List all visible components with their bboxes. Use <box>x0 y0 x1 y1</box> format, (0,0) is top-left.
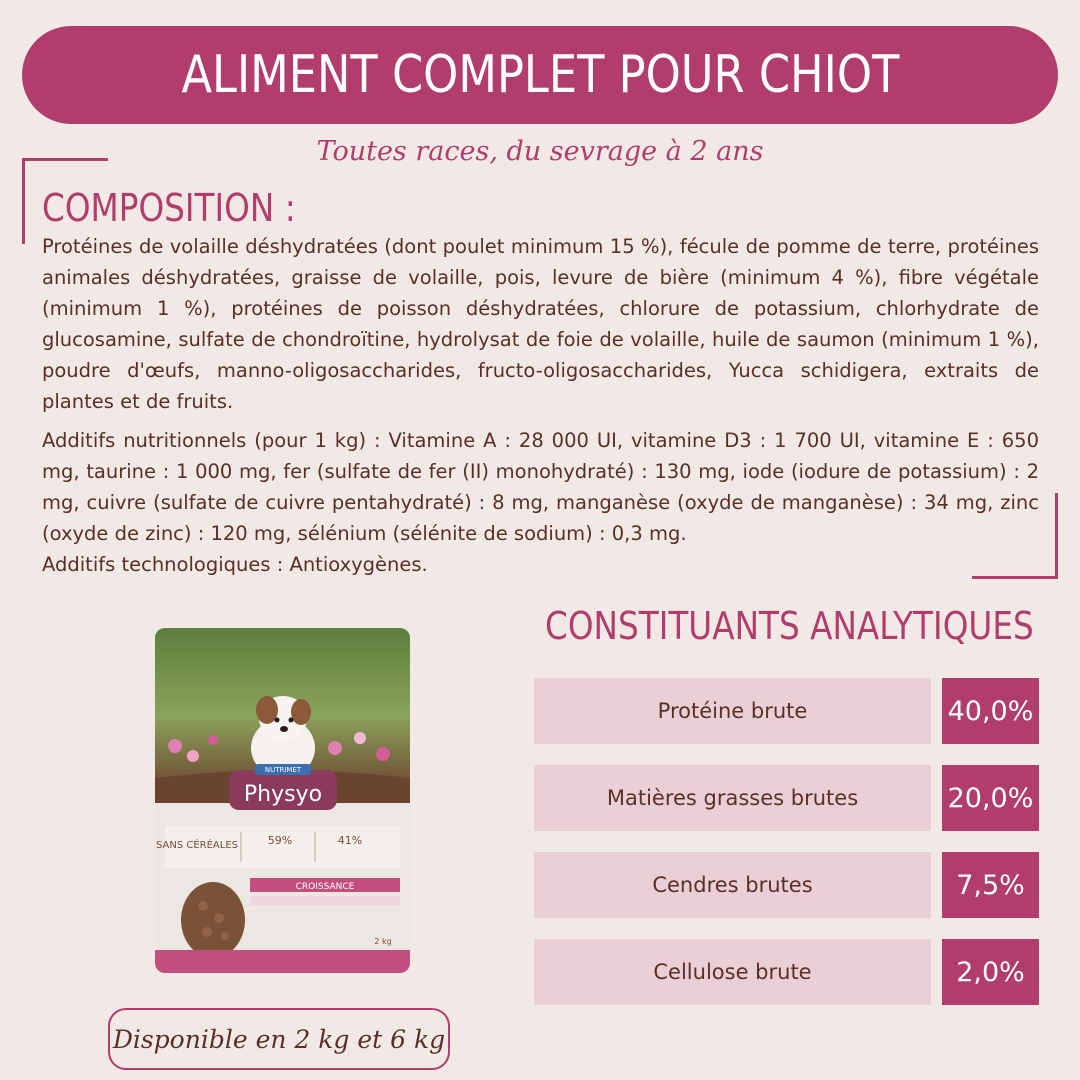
constituent-row <box>534 678 1039 744</box>
corner-bracket-top-left-vertical <box>22 158 25 244</box>
constituent-row <box>534 939 1039 1005</box>
constituent-label: Protéine brute <box>534 678 931 744</box>
package-stat-1: 59% <box>267 834 293 847</box>
package-stat-2: 41% <box>337 834 363 847</box>
technological-additives-paragraph: Additifs technologiques : Antioxygènes. <box>42 553 428 576</box>
constituent-label: Matières grasses brutes <box>534 765 931 831</box>
product-package-image <box>155 628 410 973</box>
constituent-value: 20,0% <box>942 765 1039 831</box>
ingredients-paragraph: Protéines de volaille déshydratées (dont poulet minimum 15 %), fécule de pomme de terre, protéines animales déshydratées, graisse de volaille, pois, levure de bière (minimum 4 %), fibre végétale (minimum 1 %), protéines de poisson déshydratées, chlorure de potassium, chlorhydrate de glucosamine, sulfate de chondroïtine, hydrolysat de foie de volaille, huile de saumon (minimum 1 %), poudre d'œufs, manno-oligosaccharides, fructo-oligosaccharides, Yucca schidigera, extraits de plantes et de fruits. <box>42 235 1039 413</box>
page-subtitle: Toutes races, du sevrage à 2 ans <box>316 136 764 167</box>
package-brand-small: NUTRIMET <box>264 766 302 774</box>
page-title: ALIMENT COMPLET POUR CHIOT <box>181 45 899 105</box>
constituent-value: 40,0% <box>942 678 1039 744</box>
composition-text <box>42 231 1039 580</box>
constituent-label: Cendres brutes <box>534 852 931 918</box>
constituent-row <box>534 852 1039 918</box>
composition-heading: COMPOSITION : <box>42 186 296 230</box>
package-weight: 2 kg <box>374 937 392 946</box>
product-package-illustration <box>155 628 410 973</box>
corner-bracket-top-left <box>22 158 108 161</box>
package-sans-cereales: SANS CÉRÉALES <box>155 840 239 851</box>
package-range: CROISSANCE <box>295 882 355 892</box>
title-banner <box>22 26 1058 124</box>
constituent-label: Cellulose brute <box>534 939 931 1005</box>
constituent-value: 2,0% <box>942 939 1039 1005</box>
corner-bracket-bottom-right-vertical <box>1055 493 1058 579</box>
constituent-row <box>534 765 1039 831</box>
constituents-heading: CONSTITUANTS ANALYTIQUES <box>545 604 1034 648</box>
nutritional-additives-paragraph: Additifs nutritionnels (pour 1 kg) : Vitamine A : 28 000 UI, vitamine D3 : 1 700 UI, vitamine E : 650 mg, taurine : 1 000 mg, fer (sulfate de fer (II) monohydraté) : 130 mg, iode (iodure de potassium) : 2 mg, cuivre (sulfate de cuivre pentahydraté) : 8 mg, manganèse (oxyde de manganèse) : 34 mg, zinc (oxyde de zinc) : 120 mg, sélénium (sélénite de sodium) : 0,3 mg. <box>42 429 1039 545</box>
package-brand: Physyo <box>243 782 323 807</box>
constituent-value: 7,5% <box>942 852 1039 918</box>
availability-badge: Disponible en 2 kg et 6 kg <box>108 1008 450 1070</box>
